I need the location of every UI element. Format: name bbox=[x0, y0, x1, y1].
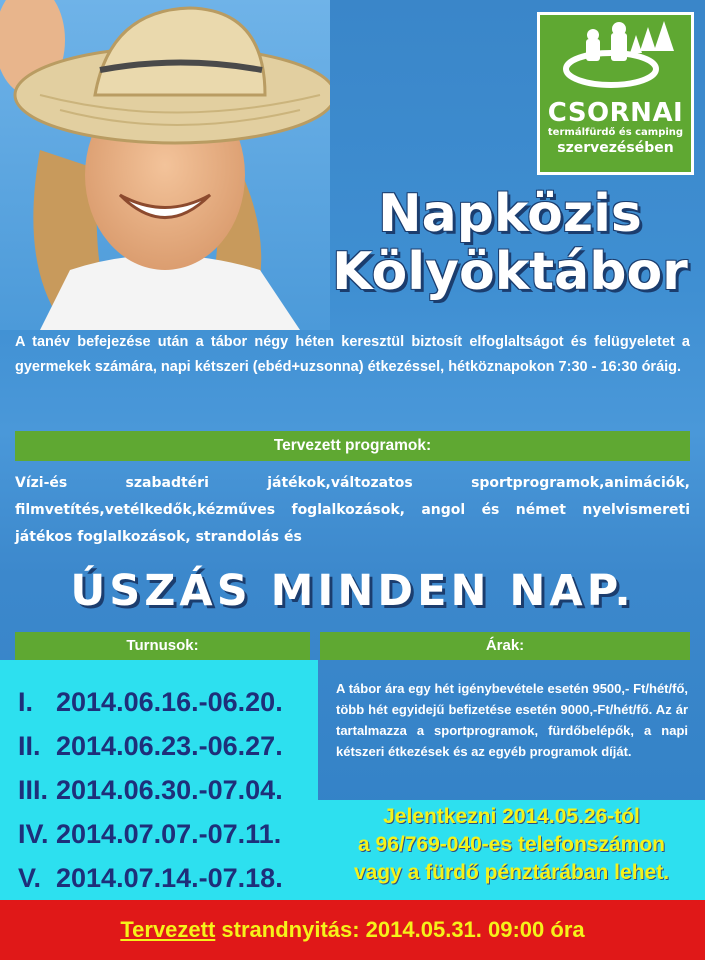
logo bbox=[537, 12, 694, 175]
session-dates: 2014.07.07.-07.11. bbox=[56, 819, 282, 849]
apply-line-3: vagy a fürdő pénztárában lehet. bbox=[353, 861, 670, 884]
session-number: V. bbox=[18, 863, 42, 893]
session-number: III. bbox=[18, 775, 49, 805]
session-dates: 2014.06.30.-07.04. bbox=[56, 775, 283, 805]
opening-planned-label: Tervezett bbox=[120, 917, 216, 942]
prices-heading: Árak: bbox=[320, 632, 690, 660]
session-number: I. bbox=[18, 687, 34, 717]
opening-banner bbox=[0, 900, 705, 960]
logo-organizer: szervezésében bbox=[557, 140, 674, 156]
session-item bbox=[18, 812, 318, 856]
child-photo-illustration bbox=[0, 0, 330, 330]
session-item bbox=[18, 856, 318, 900]
session-number: II. bbox=[18, 731, 41, 761]
session-item bbox=[18, 768, 318, 812]
apply-line-2: a 96/769-040-es telefonszámon bbox=[358, 833, 665, 856]
session-number: IV. bbox=[18, 819, 49, 849]
title-line-2: Kölyöktábor bbox=[332, 242, 688, 302]
session-item bbox=[18, 680, 318, 724]
logo-subtitle: termálfürdő és camping bbox=[547, 127, 684, 138]
apply-info bbox=[318, 803, 705, 887]
sessions-list bbox=[18, 680, 318, 900]
intro-text: A tanév befejezése után a tábor négy héten keresztül biztosít elfoglaltságot és felügyeletet a gyermekek számára, napi kétszeri (ebéd+uzsonna) étkezéssel, hétköznapokon 7:30 - 16:30 óráig. bbox=[15, 334, 690, 375]
title-line-1: Napközis bbox=[378, 184, 642, 244]
logo-name: CSORNAI bbox=[547, 98, 684, 128]
logo-emblem bbox=[556, 19, 676, 99]
apply-line-1: Jelentkezni 2014.05.26-tól bbox=[383, 805, 640, 828]
opening-details: strandnyitás: 2014.05.31. 09:00 óra bbox=[215, 917, 585, 942]
session-item bbox=[18, 724, 318, 768]
session-dates: 2014.06.23.-06.27. bbox=[56, 731, 283, 761]
child-photo bbox=[0, 0, 330, 330]
session-dates: 2014.07.14.-07.18. bbox=[56, 863, 283, 893]
sessions-heading: Turnusok: bbox=[15, 632, 310, 660]
programs-text: Vízi-és szabadtéri játékok,változatos sportprogramok,animációk, filmvetítés,vetélkedők,kézműves foglalkozások, angol és német nyelvismereti játékos foglalkozások, strandolás és bbox=[15, 475, 690, 545]
session-dates: 2014.06.16.-06.20. bbox=[56, 687, 283, 717]
prices-text: A tábor ára egy hét igénybevétele esetén 9500,- Ft/hét/fő, több hét egyidejű befizetése esetén 9000,-Ft/hét/fő. Az ár tartalmazza a sportprogramok, fürdőbelépők, a napi kétszeri étkezések és az egyéb programok díját. bbox=[336, 681, 688, 759]
swimming-highlight: ÚSZÁS MINDEN NAP. bbox=[70, 566, 635, 616]
programs-heading: Tervezett programok: bbox=[15, 431, 690, 461]
poster-title bbox=[320, 185, 700, 301]
